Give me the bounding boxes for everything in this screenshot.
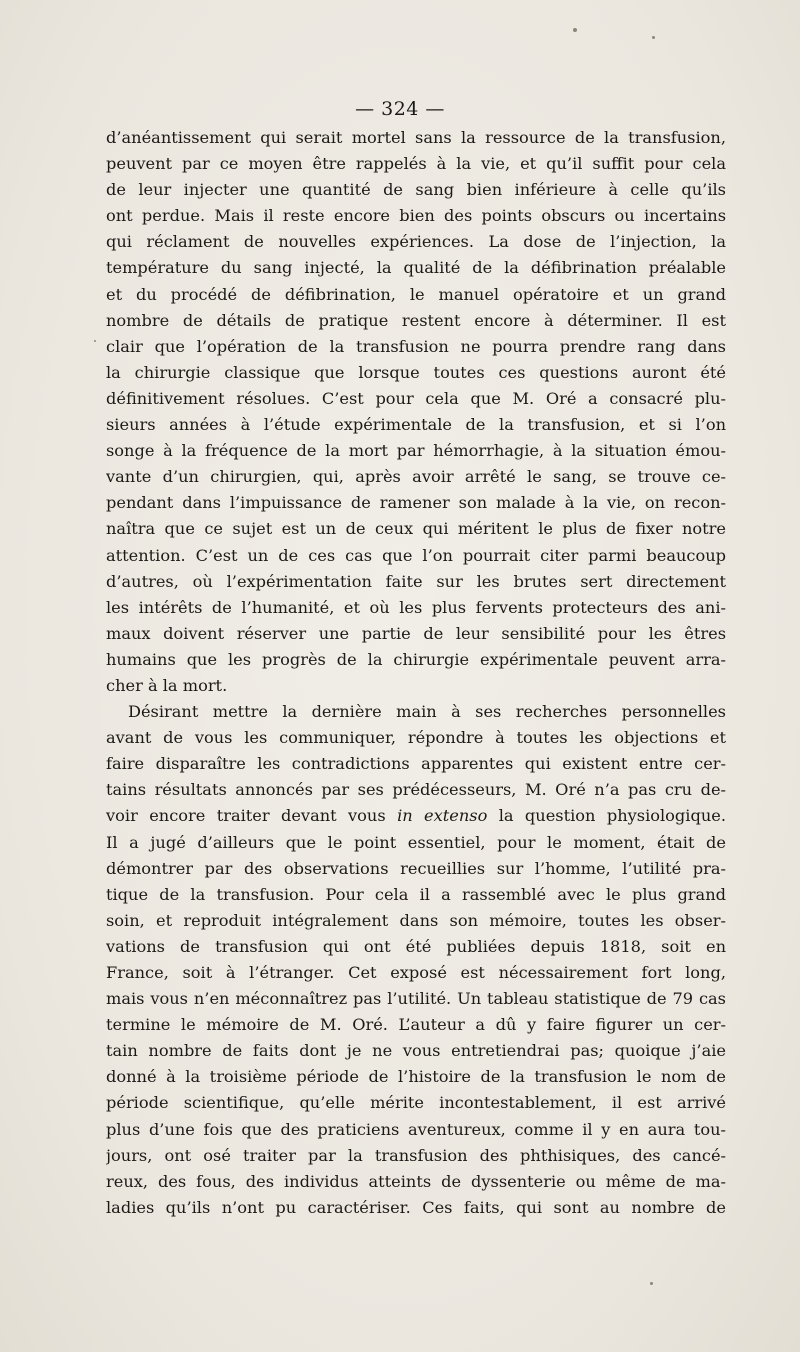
text-line: définitivement résolues. C’est pour cela que M. Oré a consacré plu-	[106, 388, 726, 408]
paper-speck	[652, 36, 655, 39]
text-line: qui réclament de nouvelles expériences. La dose de l’injection, la	[106, 232, 726, 252]
text-line: clair que l’opération de la transfusion ne pourra prendre rang dans	[106, 336, 726, 356]
text-line: la chirurgie classique que lorsque toutes ces questions auront été	[106, 362, 726, 382]
text-line: maux doivent réserver une partie de leur sensibilité pour les êtres	[106, 623, 726, 643]
text-line: vante d’un chirurgien, qui, après avoir arrêté le sang, se trouve ce-	[106, 467, 726, 487]
text-line: naîtra que ce sujet est un de ceux qui méritent le plus de fixer notre	[106, 519, 726, 539]
text-line: période scientifique, qu’elle mérite incontestablement, il est arrivé	[106, 1093, 726, 1113]
text-line: soin, et reproduit intégralement dans son mémoire, toutes les obser-	[106, 910, 726, 930]
text-line: démontrer par des observations recueillies sur l’homme, l’utilité pra-	[106, 858, 726, 878]
text-line-with-italic	[106, 803, 726, 829]
text-line: songe à la fréquence de la mort par hémorrhagie, à la situation émou-	[106, 441, 726, 461]
text-line: les intérêts de l’humanité, et où les plus fervents protecteurs des ani-	[106, 597, 726, 617]
text-line: vations de transfusion qui ont été publiées depuis 1818, soit en	[106, 936, 726, 956]
text-line: jours, ont osé traiter par la transfusion des phthisiques, des cancé-	[106, 1145, 726, 1165]
page-number: — 324 —	[355, 98, 445, 120]
text-line: tique de la transfusion. Pour cela il a rassemblé avec le plus grand	[106, 884, 726, 904]
text-line: de leur injecter une quantité de sang bien inférieure à celle qu’ils	[106, 180, 726, 200]
text-line: cher à la mort.	[106, 675, 228, 695]
text-line: nombre de détails de pratique restent encore à déterminer. Il est	[106, 310, 726, 330]
text-line: et du procédé de défibrination, le manuel opératoire et un grand	[106, 284, 726, 304]
text-line: d’anéantissement qui serait mortel sans la ressource de la transfusion,	[106, 128, 726, 147]
text-line: ladies qu’ils n’ont pu caractériser. Ces faits, qui sont au nombre de	[106, 1197, 726, 1217]
text-line: tains résultats annoncés par ses prédécesseurs, M. Oré n’a pas cru de-	[106, 780, 726, 800]
text-line: température du sang injecté, la qualité de la défibrination préalable	[106, 258, 726, 278]
text-line: termine le mémoire de M. Oré. L’auteur a dû y faire figurer un cer-	[106, 1015, 726, 1035]
text-line: humains que les progrès de la chirurgie expérimentale peuvent arra-	[106, 649, 726, 669]
text-line: mais vous n’en méconnaîtrez pas l’utilité. Un tableau statistique de 79 cas	[106, 989, 726, 1009]
text-line: France, soit à l’étranger. Cet exposé est nécessairement fort long,	[106, 963, 726, 982]
text-line: attention. C’est un de ces cas que l’on pourrait citer parmi beaucoup	[106, 545, 726, 565]
text-line: Il a jugé d’ailleurs que le point essentiel, pour le moment, était de	[106, 832, 726, 852]
paper-speck	[573, 28, 577, 32]
italic-phrase: in extenso	[397, 806, 488, 826]
text-line: donné à la troisième période de l’histoire de la transfusion le nom de	[106, 1067, 726, 1087]
paper-speck	[94, 340, 96, 342]
text-line: ont perdue. Mais il reste encore bien des points obscurs ou incertains	[106, 206, 726, 226]
body-text	[106, 125, 726, 1221]
text-segment: la question physiologique.	[498, 806, 726, 826]
text-line: peuvent par ce moyen être rappelés à la vie, et qu’il suffit pour cela	[106, 154, 726, 174]
text-segment: voir encore traiter devant vous	[106, 806, 386, 826]
paragraph-first-line: Désirant mettre la dernière main à ses recherches personnelles	[128, 702, 726, 722]
paper-speck	[650, 1282, 653, 1285]
text-line: faire disparaître les contradictions apparentes qui existent entre cer-	[106, 754, 726, 774]
text-line: plus d’une fois que des praticiens aventureux, comme il y en aura tou-	[106, 1119, 726, 1139]
text-line: d’autres, où l’expérimentation faite sur les brutes sert directement	[106, 571, 726, 591]
text-line: tain nombre de faits dont je ne vous entretiendrai pas; quoique j’aie	[106, 1041, 726, 1061]
text-line: reux, des fous, des individus atteints de dyssenterie ou même de ma-	[106, 1171, 726, 1191]
text-line: avant de vous les communiquer, répondre à toutes les objections et	[106, 728, 726, 748]
text-line: pendant dans l’impuissance de ramener son malade à la vie, on recon-	[106, 493, 726, 513]
text-line: sieurs années à l’étude expérimentale de la transfusion, et si l’on	[106, 415, 726, 435]
